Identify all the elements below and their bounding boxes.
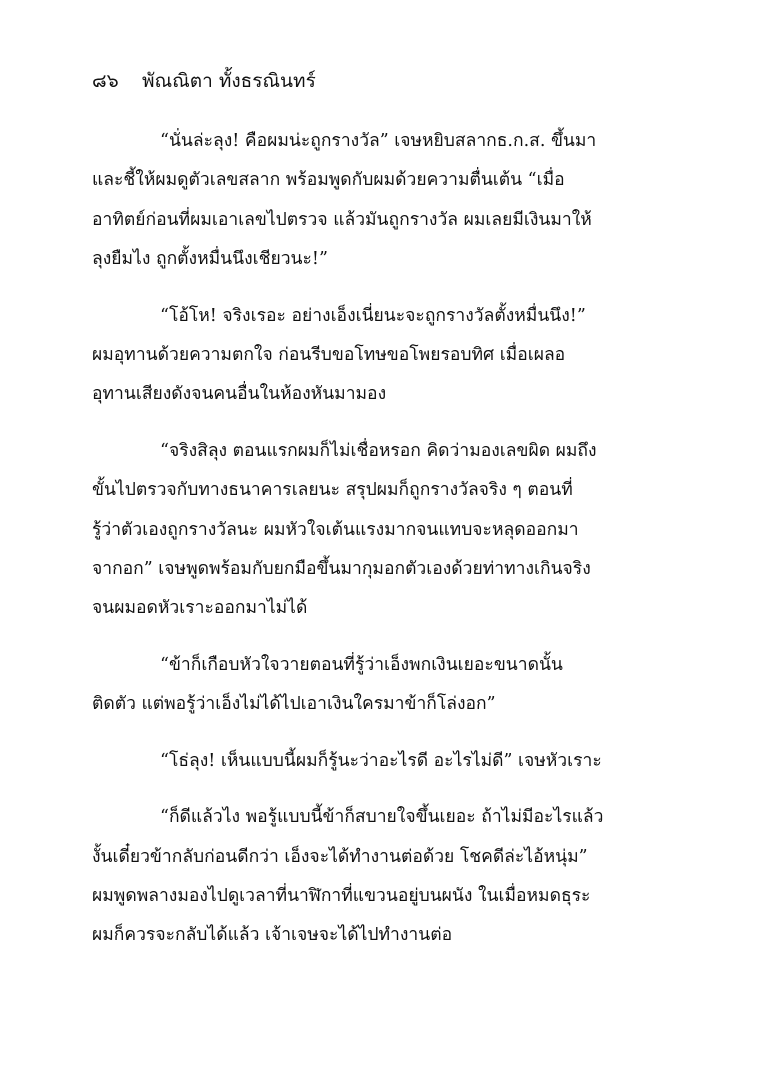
text-line: “จริงสิลุง ตอนแรกผมก็ไม่เชื่อหรอก คิดว่ามองเลขผิด ผมถึง [160, 440, 597, 461]
text-line: จากอก” เจษพูดพร้อมกับยกมือขึ้นมากุมอกตัวเองด้วยท่าทางเกินจริง [92, 559, 591, 580]
paragraph [92, 742, 604, 781]
text-line: “โอ้โห! จริงเรอะ อย่างเอ็งเนี่ยนะจะถูกรางวัลตั้งหมื่นนึง!” [160, 305, 586, 326]
paragraph [92, 646, 604, 725]
text-line: และชี้ให้ผมดูตัวเลขสลาก พร้อมพูดกับผมด้วยความตื่นเต้น “เมื่อ [92, 170, 565, 191]
text-line: ติดตัว แต่พอรู้ว่าเอ็งไม่ได้ไปเอาเงินใครมาข้าก็โล่งอก” [92, 694, 496, 715]
text-line: ขั้นไปตรวจกับทางธนาคารเลยนะ สรุปผมก็ถูกรางวัลจริง ๆ ตอนที่ [92, 480, 573, 501]
paragraph [92, 432, 604, 629]
paragraph [92, 297, 604, 415]
text-line: งั้นเดี๋ยวข้ากลับก่อนดีกว่า เอ็งจะได้ทำงานต่อด้วย โชคดีล่ะไอ้หนุ่ม” [92, 846, 588, 867]
text-line: ลุงยืมไง ถูกตั้งหมื่นนึงเชียวนะ!” [92, 249, 328, 270]
text-line: อุทานเสียงดังจนคนอื่นในห้องหันมามอง [92, 384, 387, 405]
text-line: ผมก็ควรจะกลับได้แล้ว เจ้าเจษจะได้ไปทำงานต่อ [92, 925, 453, 946]
paragraph [92, 122, 604, 280]
text-line: จนผมอดหัวเราะออกมาไม่ได้ [92, 598, 308, 619]
author-name: พัณณิตา ทั้งธรณินทร์ [142, 70, 316, 92]
text-line: ผมพูดพลางมองไปดูเวลาที่นาฬิกาที่แขวนอยู่บนผนัง ในเมื่อหมดธุระ [92, 885, 591, 906]
body-text [92, 122, 604, 956]
text-line: “โธ่ลุง! เห็นแบบนี้ผมก็รู้นะว่าอะไรดี อะไรไม่ดี” เจษหัวเราะ [160, 750, 602, 771]
running-header [92, 66, 316, 96]
text-line: รู้ว่าตัวเองถูกรางวัลนะ ผมหัวใจเต้นแรงมากจนแทบจะหลุดออกมา [92, 519, 579, 540]
text-line: อาทิตย์ก่อนที่ผมเอาเลขไปตรวจ แล้วมันถูกรางวัล ผมเลยมีเงินมาให้ [92, 209, 592, 230]
text-line: ผมอุทานด้วยความตกใจ ก่อนรีบขอโทษขอโพยรอบทิศ เมื่อเผลอ [92, 345, 566, 366]
page-number: ๘๖ [92, 70, 119, 92]
text-line: “ก็ดีแล้วไง พอรู้แบบนี้ข้าก็สบายใจขึ้นเยอะ ถ้าไม่มีอะไรแล้ว [160, 807, 604, 828]
text-line: “ข้าก็เกือบหัวใจวายตอนที่รู้ว่าเอ็งพกเงินเยอะขนาดนั้น [160, 654, 563, 675]
paragraph [92, 798, 604, 956]
text-line: “นั่นล่ะลุง! คือผมน่ะถูกรางวัล” เจษหยิบสลากธ.ก.ส. ขึ้นมา [160, 131, 597, 151]
